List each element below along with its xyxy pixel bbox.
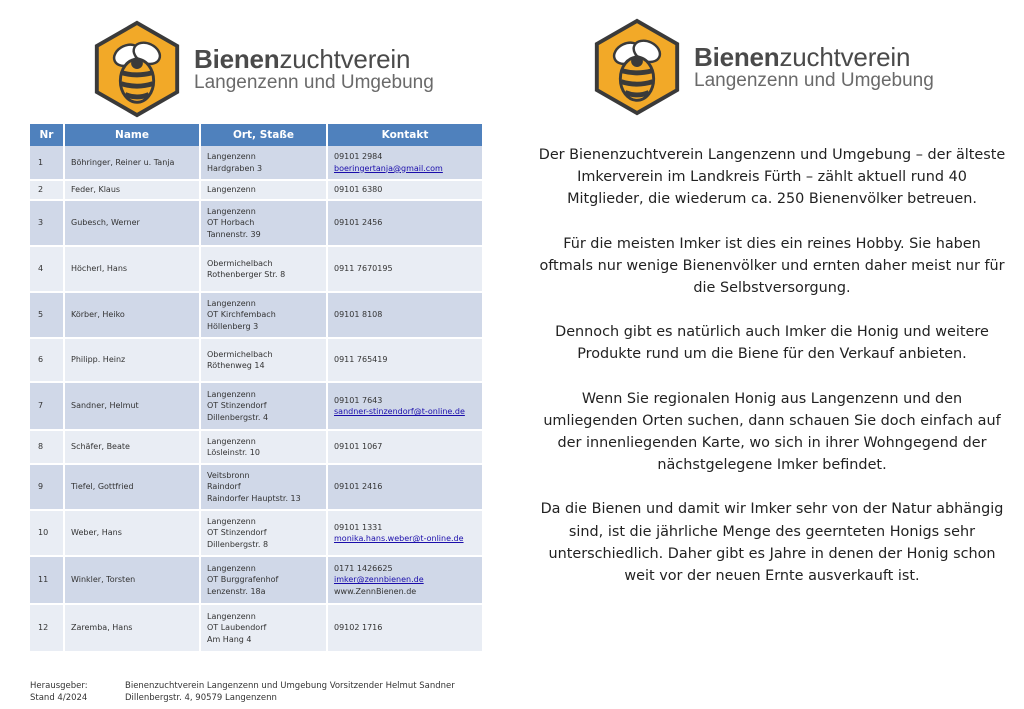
cell-nr: 8 bbox=[30, 430, 64, 464]
address-line: Raindorf bbox=[207, 482, 241, 492]
table-row bbox=[30, 246, 482, 292]
cell-name: Böhringer, Reiner u. Tanja bbox=[64, 146, 200, 180]
cell-ort bbox=[200, 430, 327, 464]
cell-name: Weber, Hans bbox=[64, 510, 200, 556]
cell-kontakt bbox=[327, 464, 482, 510]
address-line: OT Laubendorf bbox=[207, 623, 267, 633]
phone-number: 09101 6380 bbox=[334, 185, 383, 195]
address-value: Dillenbergstr. 4, 90579 Langenzenn bbox=[125, 693, 277, 703]
logo-title: Bienenzuchtverein bbox=[694, 41, 911, 72]
cell-ort bbox=[200, 382, 327, 430]
cell-name: Schäfer, Beate bbox=[64, 430, 200, 464]
address-line: OT Stinzendorf bbox=[207, 401, 267, 411]
cell-nr: 10 bbox=[30, 510, 64, 556]
cell-nr: 3 bbox=[30, 200, 64, 246]
address-line: Am Hang 4 bbox=[207, 634, 252, 644]
cell-nr: 9 bbox=[30, 464, 64, 510]
cell-kontakt bbox=[327, 430, 482, 464]
table-row bbox=[30, 146, 482, 180]
cell-nr: 4 bbox=[30, 246, 64, 292]
imprint-footer bbox=[30, 680, 455, 704]
table-row bbox=[30, 430, 482, 464]
address-line: Hardgraben 3 bbox=[207, 163, 263, 173]
table-row bbox=[30, 604, 482, 652]
address-line: Lösleinstr. 10 bbox=[207, 448, 260, 457]
cell-ort bbox=[200, 510, 327, 556]
address-line: Langenzenn bbox=[207, 152, 256, 161]
cell-ort bbox=[200, 246, 327, 292]
address-line: Rothenberger Str. 8 bbox=[207, 270, 286, 279]
club-description bbox=[538, 144, 1006, 609]
table-row bbox=[30, 556, 482, 604]
logo-subtitle: Langenzenn und Umgebung bbox=[194, 71, 434, 93]
cell-nr: 2 bbox=[30, 180, 64, 200]
address-line: OT Stinzendorf bbox=[207, 528, 267, 538]
address-line: Veitsbronn bbox=[207, 470, 250, 480]
cell-kontakt bbox=[327, 146, 482, 180]
cell-ort bbox=[200, 146, 327, 180]
address-line: Dillenbergstr. 4 bbox=[207, 412, 269, 422]
cell-nr: 11 bbox=[30, 556, 64, 604]
cell-name: Winkler, Torsten bbox=[64, 556, 200, 604]
cell-name: Tiefel, Gottfried bbox=[64, 464, 200, 510]
cell-nr: 5 bbox=[30, 292, 64, 338]
cell-name: Sandner, Helmut bbox=[64, 382, 200, 430]
address-line: Dillenbergstr. 8 bbox=[207, 539, 269, 549]
phone-number: 09101 1331 bbox=[334, 522, 383, 532]
phone-number: 09101 7643 bbox=[334, 395, 383, 405]
website-text: www.ZennBienen.de bbox=[334, 586, 417, 596]
address-line: Langenzenn bbox=[207, 611, 256, 621]
table-row bbox=[30, 338, 482, 382]
description-paragraph: Der Bienenzuchtverein Langenzenn und Umgebung – der älteste Imkerverein im Landkreis Fürth – zählt aktuell rund 40 Mitglieder, die wiederum ca. 250 Bienenvölker betreuen. bbox=[538, 147, 1006, 208]
table-row bbox=[30, 510, 482, 556]
cell-nr: 7 bbox=[30, 382, 64, 430]
address-line: Langenzenn bbox=[207, 516, 256, 526]
cell-kontakt bbox=[327, 382, 482, 430]
club-logo-right bbox=[588, 18, 934, 116]
address-line: Langenzenn bbox=[207, 389, 256, 399]
address-line: Raindorfer Hauptstr. 13 bbox=[207, 493, 301, 503]
table-header-row bbox=[30, 124, 482, 146]
header-name: Name bbox=[64, 124, 200, 146]
address-line: OT Kirchfembach bbox=[207, 310, 276, 320]
header-kontakt: Kontakt bbox=[327, 124, 482, 146]
cell-ort bbox=[200, 556, 327, 604]
phone-number: 0911 765419 bbox=[334, 355, 388, 365]
members-table bbox=[30, 124, 482, 653]
bee-hexagon-icon bbox=[588, 18, 686, 116]
table-row bbox=[30, 292, 482, 338]
phone-number: 09102 1716 bbox=[334, 623, 383, 633]
cell-ort bbox=[200, 200, 327, 246]
cell-nr: 1 bbox=[30, 146, 64, 180]
address-line: Langenzenn bbox=[207, 185, 256, 195]
table-row bbox=[30, 180, 482, 200]
cell-name: Feder, Klaus bbox=[64, 180, 200, 200]
phone-number: 0171 1426625 bbox=[334, 563, 393, 573]
address-line: Röthenweg 14 bbox=[207, 361, 265, 370]
cell-kontakt bbox=[327, 246, 482, 292]
description-paragraph: Da die Bienen und damit wir Imker sehr von der Natur abhängig sind, ist die jährliche Menge des geernteten Honigs sehr unterschiedlich. Daher gibt es Jahre in denen der Honig schon weit vor der neuen Ernte ausverkauft ist. bbox=[540, 501, 1004, 585]
email-link[interactable]: imker@zennbienen.de bbox=[334, 575, 424, 585]
cell-kontakt bbox=[327, 200, 482, 246]
cell-name: Philipp. Heinz bbox=[64, 338, 200, 382]
cell-name: Körber, Heiko bbox=[64, 292, 200, 338]
description-paragraph: Für die meisten Imker ist dies ein reines Hobby. Sie haben oftmals nur wenige Bienenvölker und ernten daher meist nur für die Selbstversorgung. bbox=[539, 235, 1005, 297]
cell-ort bbox=[200, 180, 327, 200]
cell-kontakt bbox=[327, 604, 482, 652]
cell-kontakt bbox=[327, 180, 482, 200]
address-line: Tannenstr. 39 bbox=[207, 229, 261, 239]
cell-name: Zaremba, Hans bbox=[64, 604, 200, 652]
cell-ort bbox=[200, 338, 327, 382]
address-line: Langenzenn bbox=[207, 298, 256, 308]
address-line: Obermichelbach bbox=[207, 349, 273, 359]
cell-name: Gubesch, Werner bbox=[64, 200, 200, 246]
phone-number: 09101 8108 bbox=[334, 310, 383, 320]
address-line: Langenzenn bbox=[207, 206, 256, 216]
cell-ort bbox=[200, 292, 327, 338]
address-line: Höllenberg 3 bbox=[207, 321, 259, 331]
phone-number: 09101 2984 bbox=[334, 152, 383, 161]
cell-name: Höcherl, Hans bbox=[64, 246, 200, 292]
phone-number: 09101 2416 bbox=[334, 482, 383, 492]
email-link[interactable]: boeringertanja@gmail.com bbox=[334, 163, 443, 173]
publisher-label: Herausgeber: bbox=[30, 681, 88, 691]
cell-kontakt bbox=[327, 292, 482, 338]
address-line: OT Burggrafenhof bbox=[207, 575, 279, 585]
phone-number: 09101 1067 bbox=[334, 442, 383, 452]
address-line: OT Horbach bbox=[207, 218, 255, 228]
address-line: Obermichelbach bbox=[207, 258, 273, 268]
club-logo-left bbox=[88, 20, 434, 118]
table-row bbox=[30, 464, 482, 510]
table-row bbox=[30, 382, 482, 430]
date-label: Stand 4/2024 bbox=[30, 693, 88, 703]
phone-number: 0911 7670195 bbox=[334, 264, 393, 274]
description-paragraph: Wenn Sie regionalen Honig aus Langenzenn und den umliegenden Orten suchen, dann schauen Sie doch einfach auf der innenliegenden Karte, wo sich in ihrer Wohngegend der nächstgelegene Imker befindet. bbox=[543, 390, 1001, 474]
cell-nr: 6 bbox=[30, 338, 64, 382]
cell-nr: 12 bbox=[30, 604, 64, 652]
address-line: Lenzenstr. 18a bbox=[207, 586, 266, 596]
cell-kontakt bbox=[327, 556, 482, 604]
header-ort: Ort, Staße bbox=[200, 124, 327, 146]
cell-kontakt bbox=[327, 338, 482, 382]
cell-kontakt bbox=[327, 510, 482, 556]
cell-ort bbox=[200, 464, 327, 510]
email-link[interactable]: sandner-stinzendorf@t-online.de bbox=[334, 407, 465, 416]
publisher-value: Bienenzuchtverein Langenzenn und Umgebung Vorsitzender Helmut Sandner bbox=[125, 681, 455, 691]
address-line: Langenzenn bbox=[207, 436, 256, 446]
email-link[interactable]: monika.hans.weber@t-online.de bbox=[334, 534, 464, 543]
phone-number: 09101 2456 bbox=[334, 218, 383, 228]
description-paragraph: Dennoch gibt es natürlich auch Imker die Honig und weitere Produkte rund um die Biene für den Verkauf anbieten. bbox=[555, 324, 989, 363]
address-line: Langenzenn bbox=[207, 563, 256, 573]
logo-subtitle: Langenzenn und Umgebung bbox=[694, 69, 934, 91]
logo-title: Bienenzuchtverein bbox=[194, 43, 411, 74]
table-row bbox=[30, 200, 482, 246]
cell-ort bbox=[200, 604, 327, 652]
bee-hexagon-icon bbox=[88, 20, 186, 118]
header-nr: Nr bbox=[30, 124, 64, 146]
